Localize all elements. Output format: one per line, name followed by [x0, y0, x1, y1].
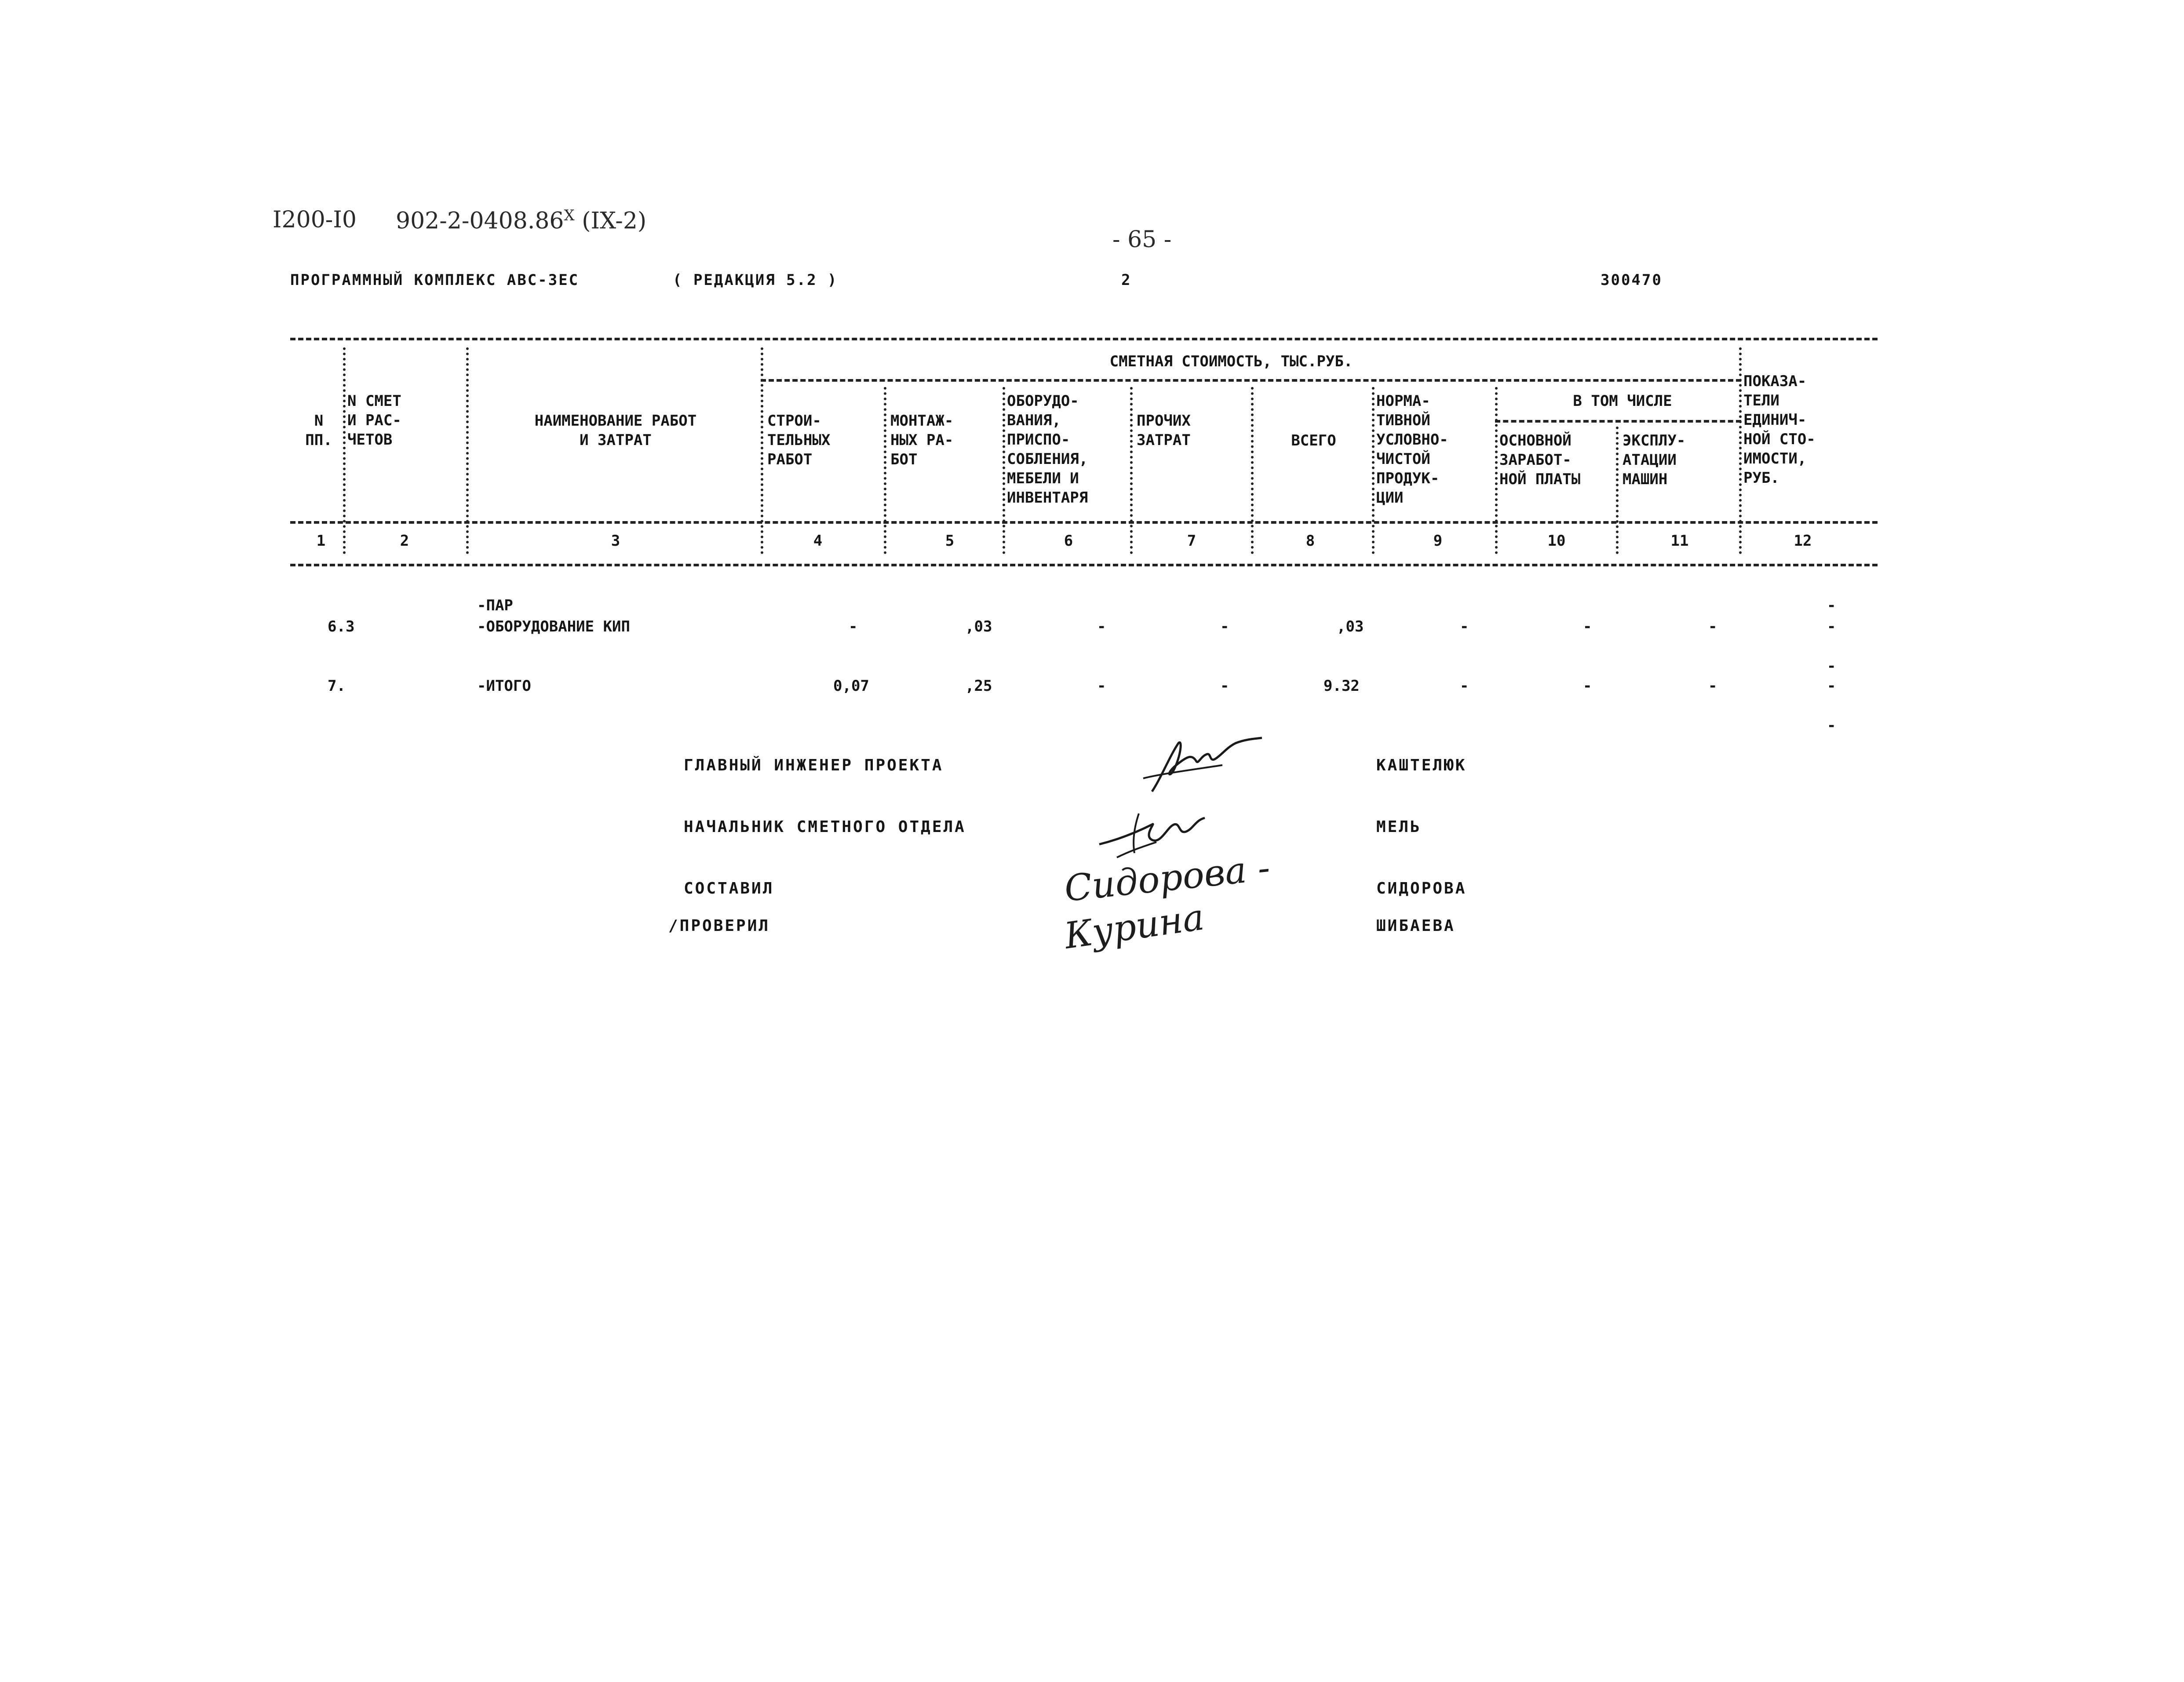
margin-dash: - — [1827, 717, 1836, 734]
cell-c5: ,03 — [965, 618, 992, 635]
header-bottom-rule — [290, 521, 1878, 524]
cell-c4: - — [849, 618, 858, 635]
col-header-7: ПРОЧИХ ЗАТРАТ — [1137, 412, 1191, 449]
row-npp: 7. — [328, 677, 346, 695]
col-num-1: 1 — [316, 532, 326, 550]
col-num-10: 10 — [1547, 532, 1566, 550]
subgroup-header: В ТОМ ЧИСЛЕ — [1573, 392, 1672, 410]
doc-id: I200-I0 — [273, 207, 357, 233]
series-base: 902-2-0408.86 — [396, 208, 564, 234]
col-num-6: 6 — [1064, 532, 1073, 550]
signature-role: НАЧАЛЬНИК СМЕТНОГО ОТДЕЛА — [684, 818, 966, 836]
col-sep — [761, 347, 763, 554]
handwritten-text: Сидорова — [1062, 849, 1249, 910]
cell-c10: - — [1583, 618, 1592, 635]
col-num-3: 3 — [611, 532, 620, 550]
col-num-8: 8 — [1305, 532, 1315, 550]
cell-c9: - — [1460, 677, 1469, 695]
handwritten-signature-dept-head — [1090, 800, 1222, 862]
row-name-line2: -ИТОГО — [477, 677, 531, 695]
col-num-4: 4 — [813, 532, 823, 550]
col-header-5: МОНТАЖ- НЫХ РА- БОТ — [890, 412, 954, 468]
series-sup: X — [564, 207, 575, 224]
col-sep — [1003, 387, 1005, 554]
cell-c11: - — [1708, 677, 1717, 695]
cell-c12: - — [1827, 677, 1836, 695]
row-name-line1: -ПАР — [477, 597, 513, 614]
col-header-6: ОБОРУДО- ВАНИЯ, ПРИСПО- СОБЛЕНИЯ, МЕБЕЛИ И ИНВЕНТАРЯ — [1007, 392, 1088, 507]
col-num-2: 2 — [400, 532, 409, 550]
handwritten-signature-compiler: Сидорова - — [1062, 846, 1272, 910]
col-header-10: ОСНОВНОЙ ЗАРАБОТ- НОЙ ПЛАТЫ — [1499, 432, 1581, 488]
col-sep — [884, 387, 886, 554]
cell-c7: - — [1220, 677, 1229, 695]
cell-c5: ,25 — [965, 677, 992, 695]
cell-c12: - — [1827, 618, 1836, 635]
signature-name: МЕЛЬ — [1376, 818, 1422, 836]
subgroup-rule — [761, 379, 1741, 382]
col-header-4: СТРОИ- ТЕЛЬНЫХ РАБОТ — [767, 412, 831, 468]
cell-c7: - — [1220, 618, 1229, 635]
series-suffix: (IX-2) — [582, 208, 647, 234]
col-header-12: ПОКАЗА- ТЕЛИ ЕДИНИЧ- НОЙ СТО- ИМОСТИ, РУБ. — [1743, 372, 1816, 487]
cell-c11: - — [1708, 618, 1717, 635]
signature-role: ГЛАВНЫЙ ИНЖЕНЕР ПРОЕКТА — [684, 756, 944, 774]
col-sep — [1495, 387, 1498, 554]
col-header-1: N ПП. — [305, 412, 332, 449]
handwritten-signature-chief-engineer — [1134, 730, 1266, 800]
program-title: ПРОГРАММНЫЙ КОМПЛЕКС АВС-ЗЕС — [290, 271, 580, 289]
col-sep — [1739, 347, 1742, 554]
col-sep — [1130, 387, 1133, 554]
col-num-11: 11 — [1670, 532, 1689, 550]
col-sep — [343, 347, 346, 554]
col-header-9: НОРМА- ТИВНОЙ УСЛОВНО- ЧИСТОЙ ПРОДУК- ЦИИ — [1376, 392, 1448, 507]
in-that-number-rule — [1495, 420, 1741, 423]
col-sep — [1616, 427, 1619, 554]
signature-name: ШИБАЕВА — [1376, 917, 1455, 935]
cell-c6: - — [1097, 677, 1106, 695]
cell-c6: - — [1097, 618, 1106, 635]
cell-c8: ,03 — [1337, 618, 1364, 635]
col-header-8: ВСЕГО — [1291, 432, 1336, 449]
signature-role: СОСТАВИЛ — [684, 879, 774, 898]
cell-c4: 0,07 — [833, 677, 869, 695]
sheet-number: 2 — [1121, 271, 1132, 289]
series-number — [396, 207, 646, 234]
col-sep — [1251, 387, 1254, 554]
signature-name: КАШТЕЛЮК — [1376, 756, 1467, 774]
col-num-9: 9 — [1433, 532, 1443, 550]
program-code: 300470 — [1601, 271, 1663, 289]
signature-name: СИДОРОВА — [1376, 879, 1467, 898]
program-edition: ( РЕДАКЦИЯ 5.2 ) — [673, 271, 838, 289]
cell-c9: - — [1460, 618, 1469, 635]
col-header-11: ЭКСПЛУ- АТАЦИИ МАШИН — [1623, 432, 1686, 488]
col-sep — [466, 347, 469, 554]
cell-c10: - — [1583, 677, 1592, 695]
page-number: - 65 - — [1112, 226, 1172, 253]
col-num-12: 12 — [1794, 532, 1812, 550]
col-header-2: N СМЕТ И РАС- ЧЕТОВ — [347, 392, 401, 449]
col-num-7: 7 — [1187, 532, 1196, 550]
group-header: СМЕТНАЯ СТОИМОСТЬ, ТЫС.РУБ. — [1109, 353, 1353, 370]
row-name-line2: -ОБОРУДОВАНИЕ КИП — [477, 618, 630, 635]
margin-dash: - — [1827, 657, 1836, 675]
col-header-3: НАИМЕНОВАНИЕ РАБОТ И ЗАТРАТ — [534, 412, 697, 449]
col-sep — [1372, 387, 1375, 554]
cell-c8: 9.32 — [1324, 677, 1360, 695]
signature-role: /ПРОВЕРИЛ — [668, 917, 770, 935]
margin-dash: - — [1827, 597, 1836, 614]
handwritten-text: Курина — [1061, 896, 1207, 957]
colnum-bottom-rule — [290, 564, 1878, 566]
col-num-5: 5 — [945, 532, 955, 550]
table-top-rule — [290, 338, 1878, 340]
row-npp: 6.3 — [328, 618, 355, 635]
